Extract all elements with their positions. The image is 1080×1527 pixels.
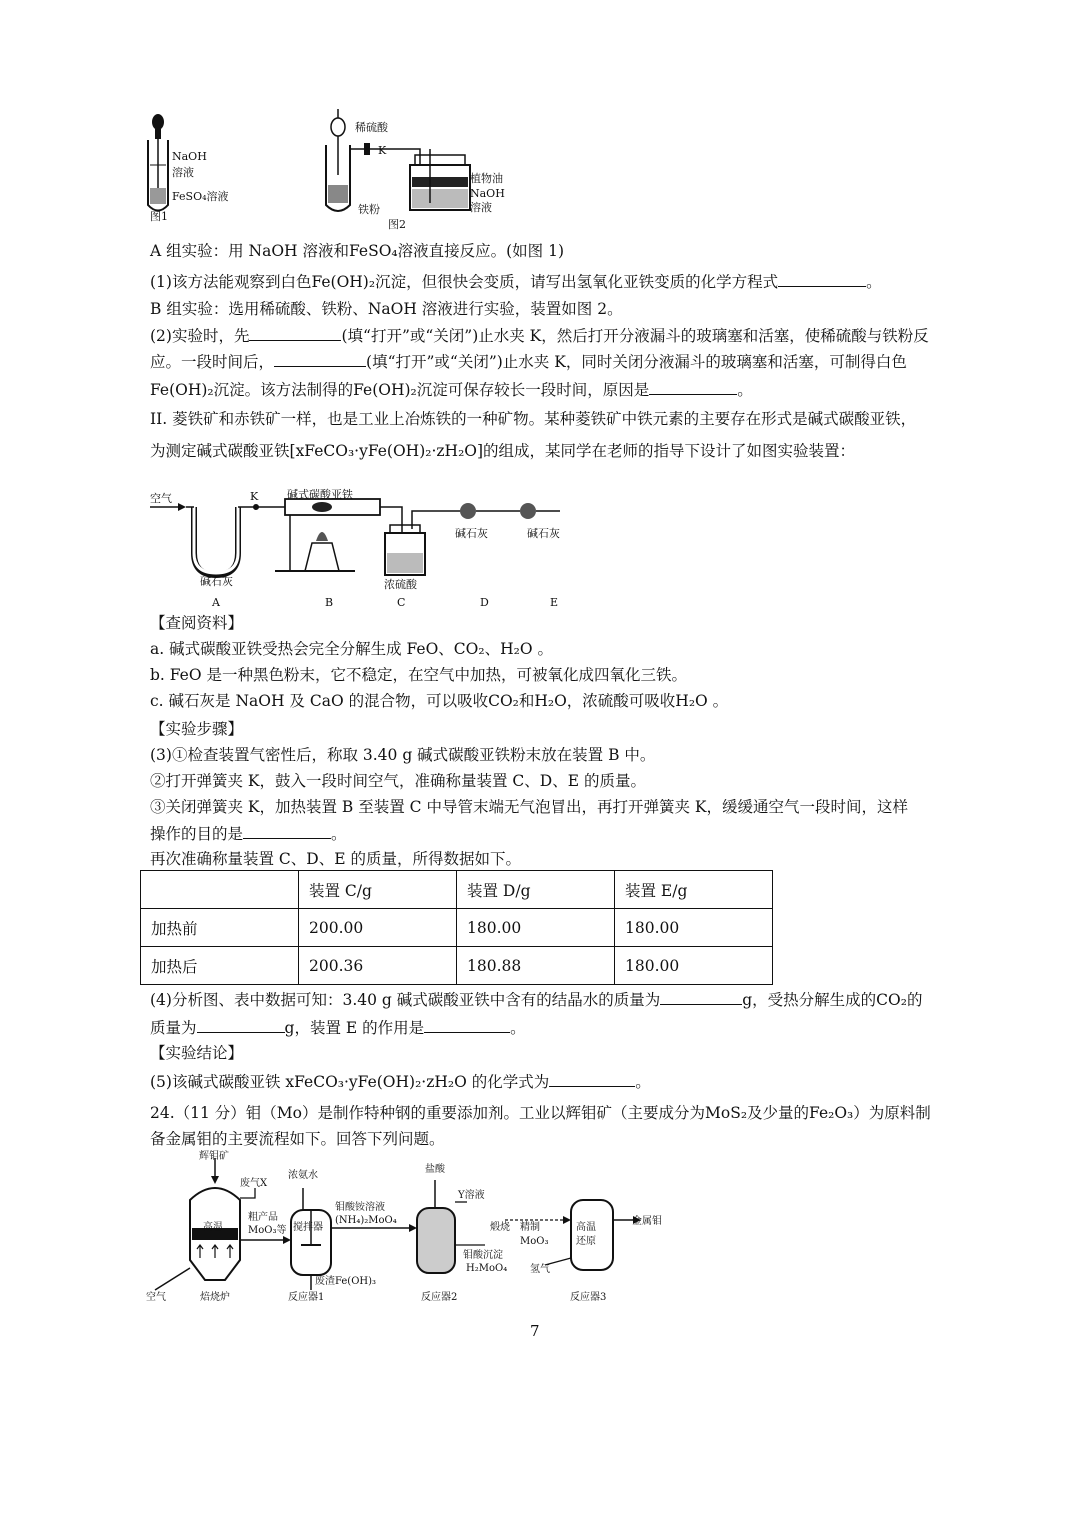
question-1: (1)该方法能观察到白色Fe(OH)₂沉淀，但很快会变质，请写出氢氧化亚铁变质的化学方程式 。	[150, 270, 930, 293]
question-2-line-2: 应。一段时间后， (填“打开”或“关闭”)止水夹 K，同时关闭分液漏斗的玻璃塞和活塞，可制得白色	[150, 350, 930, 373]
flow-refine-label: 精制	[520, 1222, 540, 1233]
table-row	[141, 947, 773, 985]
step-3-purpose: 操作的目的是 。	[150, 822, 930, 845]
flow-air-label: 空气	[146, 1292, 166, 1303]
fig2-acid-label: 稀硫酸	[355, 121, 388, 134]
heading-reference: 【查阅资料】	[150, 614, 244, 632]
answer-blank-2c[interactable]	[649, 378, 737, 395]
apparatus-air-label: 空气	[150, 492, 172, 505]
answer-blank-4b[interactable]	[197, 1016, 285, 1033]
apparatus-soda-e-label: 碱石灰	[527, 527, 560, 540]
flow-hcl-label: 盐酸	[425, 1164, 445, 1175]
flow-high-temp-red-label-2: 还原	[576, 1236, 596, 1247]
flow-stirrer-label: 搅拌器	[293, 1222, 323, 1233]
table-header-row	[141, 871, 773, 909]
answer-blank-2b[interactable]	[274, 350, 366, 367]
table-cell: 200.36	[299, 947, 457, 985]
flow-moo3-label: MoO₃	[520, 1236, 549, 1247]
fig1-feso4-label: FeSO₄溶液	[172, 190, 229, 203]
step-1: (3)①检查装置气密性后，称取 3.40 g 碱式碳酸亚铁粉末放在装置 B 中。	[150, 746, 656, 764]
flow-furnace-label: 焙烧炉	[200, 1292, 230, 1303]
step-3: ③关闭弹簧夹 K，加热装置 B 至装置 C 中导管末端无气泡冒出，再打开弹簧夹 K，缓缓通空气一段时间，这样	[150, 798, 908, 816]
apparatus-letter-a: A	[212, 596, 220, 609]
flow-solution1-label: 钼酸铵溶液	[335, 1202, 385, 1213]
line-group-b: B 组实验：选用稀硫酸、铁粉、NaOH 溶液进行实验，装置如图 2。	[150, 300, 623, 318]
flow-reactor2-label: 反应器2	[421, 1292, 458, 1303]
apparatus-soda-a-label: 碱石灰	[200, 575, 233, 588]
apparatus-letter-e: E	[550, 596, 559, 609]
question-5: (5)该碱式碳酸亚铁 xFeCO₃·yFe(OH)₂·zH₂O 的化学式为 。	[150, 1070, 930, 1093]
table-cell: 200.00	[299, 909, 457, 947]
flow-high-temp-red-label-1: 高温	[576, 1222, 596, 1233]
apparatus-letter-d: D	[480, 596, 489, 609]
reference-b: b. FeO 是一种黑色粉末，它不稳定，在空气中加热，可被氧化成四氧化三铁。	[150, 666, 687, 684]
table-cell: 180.00	[457, 909, 615, 947]
apparatus-letter-c: C	[397, 596, 406, 609]
flow-precip1-label: 钼酸沉淀	[463, 1250, 503, 1261]
flow-precip2-label: H₂MoO₄	[466, 1263, 508, 1274]
fig1-naoh-label: NaOH	[172, 150, 207, 163]
apparatus-compound-label: 碱式碳酸亚铁	[287, 488, 353, 501]
heading-steps: 【实验步骤】	[150, 720, 244, 738]
flow-hydrogen-label: 氢气	[530, 1264, 550, 1275]
apparatus-drawing	[150, 475, 570, 585]
line-group-a: A 组实验：用 NaOH 溶液和FeSO₄溶液直接反应。(如图 1)	[150, 242, 565, 260]
answer-blank-5[interactable]	[549, 1070, 635, 1087]
table-cell: 加热前	[141, 909, 299, 947]
flow-calcine-label: 煅烧	[490, 1222, 510, 1233]
table-header-cell: 装置 C/g	[299, 871, 457, 909]
flow-solution2-label: (NH₄)₂MoO₄	[335, 1215, 397, 1226]
flow-crude-label: 粗产品	[248, 1212, 278, 1223]
flow-ammonia-label: 浓氨水	[288, 1170, 318, 1181]
flow-crude2-label: MoO₃等	[248, 1225, 287, 1236]
fig2-k-label: K	[378, 144, 387, 157]
fig2-caption: 图2	[388, 218, 406, 231]
table-header-cell	[141, 871, 299, 909]
table-cell: 180.00	[615, 909, 773, 947]
table-cell: 180.00	[615, 947, 773, 985]
fig2-naoh-label: NaOH	[470, 187, 505, 200]
weigh-again: 再次准确称量装置 C、D、E 的质量，所得数据如下。	[150, 850, 521, 868]
section-ii-formula-line: 为测定碱式碳酸亚铁[xFeCO₃·yFe(OH)₂·zH₂O]的组成，某同学在老师的指导下设计了如图实验装置：	[150, 442, 856, 460]
question-24-intro: 24.（11 分）钼（Mo）是制作特种钢的重要添加剂。工业以辉钼矿（主要成分为MoS₂及少量的Fe₂O₃）为原料制	[150, 1104, 931, 1122]
fig1-solution-label: 溶液	[172, 166, 194, 179]
question-2-line-3: Fe(OH)₂沉淀。该方法制得的Fe(OH)₂沉淀可保存较长一段时间，原因是 。	[150, 378, 930, 401]
flow-reactor3-label: 反应器3	[570, 1292, 607, 1303]
page-number: 7	[530, 1322, 540, 1340]
table-header-cell: 装置 D/g	[457, 871, 615, 909]
table-cell: 180.88	[457, 947, 615, 985]
table-row	[141, 909, 773, 947]
answer-blank-4c[interactable]	[424, 1016, 510, 1033]
section-ii-intro: II. 菱铁矿和赤铁矿一样，也是工业上冶炼铁的一种矿物。某种菱铁矿中铁元素的主要存在形式是碱式碳酸亚铁，	[150, 410, 917, 428]
flow-residue-label: 废渣Fe(OH)₃	[315, 1276, 377, 1287]
answer-blank-4a[interactable]	[660, 988, 742, 1005]
flow-metal-label: 金属钼	[632, 1216, 662, 1227]
fig2-iron-label: 铁粉	[358, 203, 380, 216]
answer-blank-3[interactable]	[243, 822, 331, 839]
figure-1-drawing	[140, 110, 180, 220]
flow-high-temp-label: 高温	[203, 1222, 223, 1233]
step-2: ②打开弹簧夹 K，鼓入一段时间空气，准确称量装置 C、D、E 的质量。	[150, 772, 646, 790]
flow-reactor1-label: 反应器1	[288, 1292, 325, 1303]
table-header-cell: 装置 E/g	[615, 871, 773, 909]
question-4-line-1: (4)分析图、表中数据可知：3.40 g 碱式碳酸亚铁中含有的结晶水的质量为 g，受热分解生成的CO₂的	[150, 988, 930, 1011]
question-24-intro-2: 备金属钼的主要流程如下。回答下列问题。	[150, 1130, 445, 1148]
flow-y-solution-label: Y溶液	[458, 1190, 485, 1201]
reference-c: c. 碱石灰是 NaOH 及 CaO 的混合物，可以吸收CO₂和H₂O，浓硫酸可吸收H₂O 。	[150, 692, 729, 710]
apparatus-k-label: K	[250, 490, 259, 503]
question-4-line-2: 质量为 g，装置 E 的作用是 。	[150, 1016, 930, 1039]
question-2-line-1: (2)实验时，先 (填“打开”或“关闭”)止水夹 K，然后打开分液漏斗的玻璃塞和活塞，使稀硫酸与铁粉反	[150, 324, 930, 347]
heading-conclusion: 【实验结论】	[150, 1044, 244, 1062]
reference-a: a. 碱式碳酸亚铁受热会完全分解生成 FeO、CO₂、H₂O 。	[150, 640, 553, 658]
table-cell: 加热后	[141, 947, 299, 985]
apparatus-soda-d-label: 碱石灰	[455, 527, 488, 540]
fig2-solution-label: 溶液	[470, 201, 492, 214]
answer-blank-1[interactable]	[778, 270, 866, 287]
apparatus-acid-c-label: 浓硫酸	[384, 578, 417, 591]
mass-data-table	[140, 870, 773, 985]
answer-blank-2a[interactable]	[249, 324, 341, 341]
fig1-caption: 图1	[150, 210, 168, 223]
flow-waste-gas-label: 废气X	[240, 1178, 268, 1189]
fig2-oil-label: 植物油	[470, 172, 503, 185]
apparatus-letter-b: B	[325, 596, 334, 609]
flow-ore-label: 辉钼矿	[199, 1151, 229, 1162]
